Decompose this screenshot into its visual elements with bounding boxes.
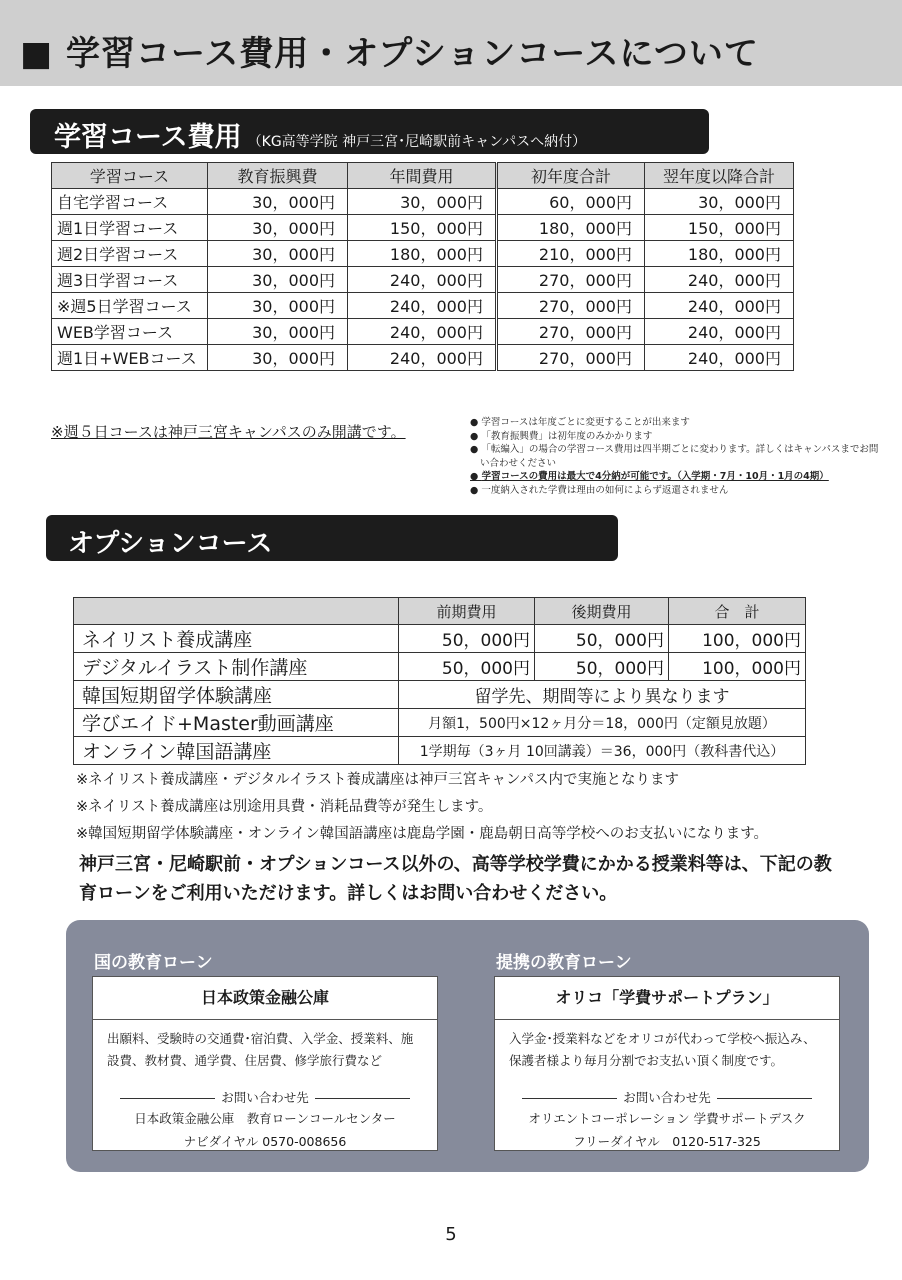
fee-cell: 180，000円	[497, 215, 645, 241]
column-header: 前期費用	[399, 598, 535, 625]
table-row	[52, 345, 794, 371]
bullet-item: ● 学習コースの費用は最大で4分納が可能です。（入学期・7月・10月・1月の4期）	[470, 470, 880, 484]
table-row	[52, 189, 794, 215]
note-item: ※韓国短期留学体験講座・オンライン韓国語講座は鹿島学園・鹿島朝日高等学校へのお支払いになります。	[76, 826, 769, 842]
education-loan-panel	[66, 920, 869, 1172]
course-fees-subtitle: （KG高等学院 神戸三宮･尼崎駅前キャンパスへ納付）	[247, 134, 587, 150]
table-row	[74, 709, 806, 737]
fee-merged-cell: 留学先、期間等により異なります	[399, 681, 806, 709]
loan-heading: 国の教育ローン	[94, 953, 213, 973]
loan-description: 入学金･授業料などをオリコが代わって学校へ振込み、保護者様より毎月分割でお支払い頂く制度です。	[509, 1031, 816, 1068]
option-courses-header	[46, 515, 618, 561]
bullet-item: ● 「転編入」の場合の学習コース費用は四半期ごとに変わります。詳しくはキャンパスまでお問い合わせください	[470, 443, 880, 470]
fee-cell: 30，000円	[208, 267, 348, 293]
column-header: 翌年度以降合計	[645, 163, 794, 189]
campus-note: ※週５日コースは神戸三宮キャンパスのみ開講です。	[51, 423, 406, 441]
contact-label: お問い合わせ先	[511, 1088, 823, 1106]
column-header: 初年度合計	[497, 163, 645, 189]
contact-phone: フリーダイヤル 0120-517-325	[573, 1134, 761, 1149]
table-row	[74, 653, 806, 681]
fee-cell: 180，000円	[348, 241, 497, 267]
divider	[315, 1098, 410, 1099]
fee-cell: 240，000円	[645, 345, 794, 371]
fee-cell: 30，000円	[208, 345, 348, 371]
course-name-cell: 週1日学習コース	[52, 215, 208, 241]
course-name-cell: 週2日学習コース	[52, 241, 208, 267]
course-name-cell: 週3日学習コース	[52, 267, 208, 293]
column-header: 教育振興費	[208, 163, 348, 189]
loan-description: 出願料、受験時の交通費･宿泊費、入学金、授業料、施設費、教材費、通学費、住居費、修学旅行費など	[107, 1031, 414, 1068]
divider	[522, 1098, 617, 1099]
contact-label: お問い合わせ先	[109, 1088, 421, 1106]
fee-cell: 270，000円	[497, 267, 645, 293]
page-number: 5	[445, 1224, 457, 1245]
course-fees-header	[30, 109, 709, 154]
loan-card	[92, 976, 438, 1151]
fee-cell: 100，000円	[669, 625, 806, 653]
column-header: 学習コース	[52, 163, 208, 189]
fee-merged-cell: 月額1，500円×12ヶ月分＝18，000円（定額見放題）	[399, 709, 806, 737]
course-name-cell: ※週5日学習コース	[52, 293, 208, 319]
national-loan-column	[92, 920, 438, 1172]
fee-cell: 150，000円	[645, 215, 794, 241]
bullet-item: ● 学習コースは年度ごとに変更することが出来ます	[470, 416, 880, 430]
loan-heading: 提携の教育ローン	[496, 953, 632, 973]
table-row	[74, 625, 806, 653]
fee-cell: 240，000円	[645, 293, 794, 319]
fee-cell: 270，000円	[497, 293, 645, 319]
option-notes	[76, 767, 768, 848]
option-name-cell: オンライン韓国語講座	[74, 737, 399, 765]
table-row	[52, 241, 794, 267]
fee-cell: 30，000円	[208, 189, 348, 215]
option-course-table	[73, 597, 806, 765]
fee-cell: 50，000円	[535, 625, 669, 653]
course-fees-title: 学習コース費用	[54, 122, 242, 153]
table-row	[74, 681, 806, 709]
fee-cell: 30，000円	[208, 293, 348, 319]
option-name-cell: 韓国短期留学体験講座	[74, 681, 399, 709]
divider	[717, 1098, 812, 1099]
fee-cell: 50，000円	[399, 625, 535, 653]
fee-cell: 30，000円	[208, 319, 348, 345]
table-row	[52, 293, 794, 319]
table-row	[52, 267, 794, 293]
fee-cell: 240，000円	[348, 319, 497, 345]
column-header: 合 計	[669, 598, 806, 625]
table-header-row	[52, 163, 794, 189]
column-header: 年間費用	[348, 163, 497, 189]
fee-merged-cell: 1学期毎（3ヶ月 10回講義）＝36，000円（教科書代込）	[399, 737, 806, 765]
contact-phone: ナビダイヤル 0570-008656	[183, 1134, 347, 1149]
note-item: ※ネイリスト養成講座は別途用具費・消耗品費等が発生します。	[76, 799, 493, 815]
fee-cell: 270，000円	[497, 345, 645, 371]
table-row	[74, 737, 806, 765]
contact-line: オリエントコーポレーション 学費サポートデスク	[528, 1111, 806, 1126]
fee-cell: 180，000円	[645, 241, 794, 267]
loan-provider-name: 日本政策金融公庫	[93, 977, 437, 1020]
option-name-cell: デジタルイラスト制作講座	[74, 653, 399, 681]
fee-cell: 30，000円	[645, 189, 794, 215]
table-row	[52, 319, 794, 345]
fee-cell: 240，000円	[348, 293, 497, 319]
loan-lead-text: 神戸三宮・尼崎駅前・オプションコース以外の、高等学校学費にかかる授業料等は、下記の教育ローンをご利用いただけます。詳しくはお問い合わせください。	[79, 854, 832, 904]
fee-cell: 210，000円	[497, 241, 645, 267]
partner-loan-column	[494, 920, 840, 1172]
fee-cell: 30，000円	[348, 189, 497, 215]
fee-cell: 50，000円	[535, 653, 669, 681]
bullet-item: ● 「教育振興費」は初年度のみかかります	[470, 430, 880, 444]
table-header-row	[74, 598, 806, 625]
loan-card	[494, 976, 840, 1151]
fee-cell: 50，000円	[399, 653, 535, 681]
course-name-cell: 週1日+WEBコース	[52, 345, 208, 371]
fee-cell: 100，000円	[669, 653, 806, 681]
column-header: 後期費用	[535, 598, 669, 625]
fee-cell: 270，000円	[497, 319, 645, 345]
loan-provider-name: オリコ「学費サポートプラン」	[495, 977, 839, 1020]
contact-line: 日本政策金融公庫 教育ローンコールセンター	[134, 1111, 396, 1126]
fee-cell: 60，000円	[497, 189, 645, 215]
divider	[120, 1098, 215, 1099]
column-header	[74, 598, 399, 625]
option-name-cell: ネイリスト養成講座	[74, 625, 399, 653]
bullet-item: ● 一度納入された学費は理由の如何によらず返還されません	[470, 484, 880, 498]
table-row	[52, 215, 794, 241]
note-item: ※ネイリスト養成講座・デジタルイラスト養成講座は神戸三宮キャンパス内で実施となります	[76, 772, 680, 788]
fee-cell: 150，000円	[348, 215, 497, 241]
fee-bullet-list	[470, 416, 880, 497]
option-name-cell: 学びエイド+Master動画講座	[74, 709, 399, 737]
fee-cell: 30，000円	[208, 215, 348, 241]
fee-cell: 240，000円	[645, 267, 794, 293]
course-fee-table	[51, 162, 794, 371]
course-name-cell: 自宅学習コース	[52, 189, 208, 215]
fee-cell: 240，000円	[645, 319, 794, 345]
fee-cell: 240，000円	[348, 345, 497, 371]
fee-cell: 240，000円	[348, 267, 497, 293]
option-courses-title: オプションコース	[68, 529, 273, 559]
course-name-cell: WEB学習コース	[52, 319, 208, 345]
fee-cell: 30，000円	[208, 241, 348, 267]
page-title: ■ 学習コース費用・オプションコースについて	[20, 34, 759, 74]
